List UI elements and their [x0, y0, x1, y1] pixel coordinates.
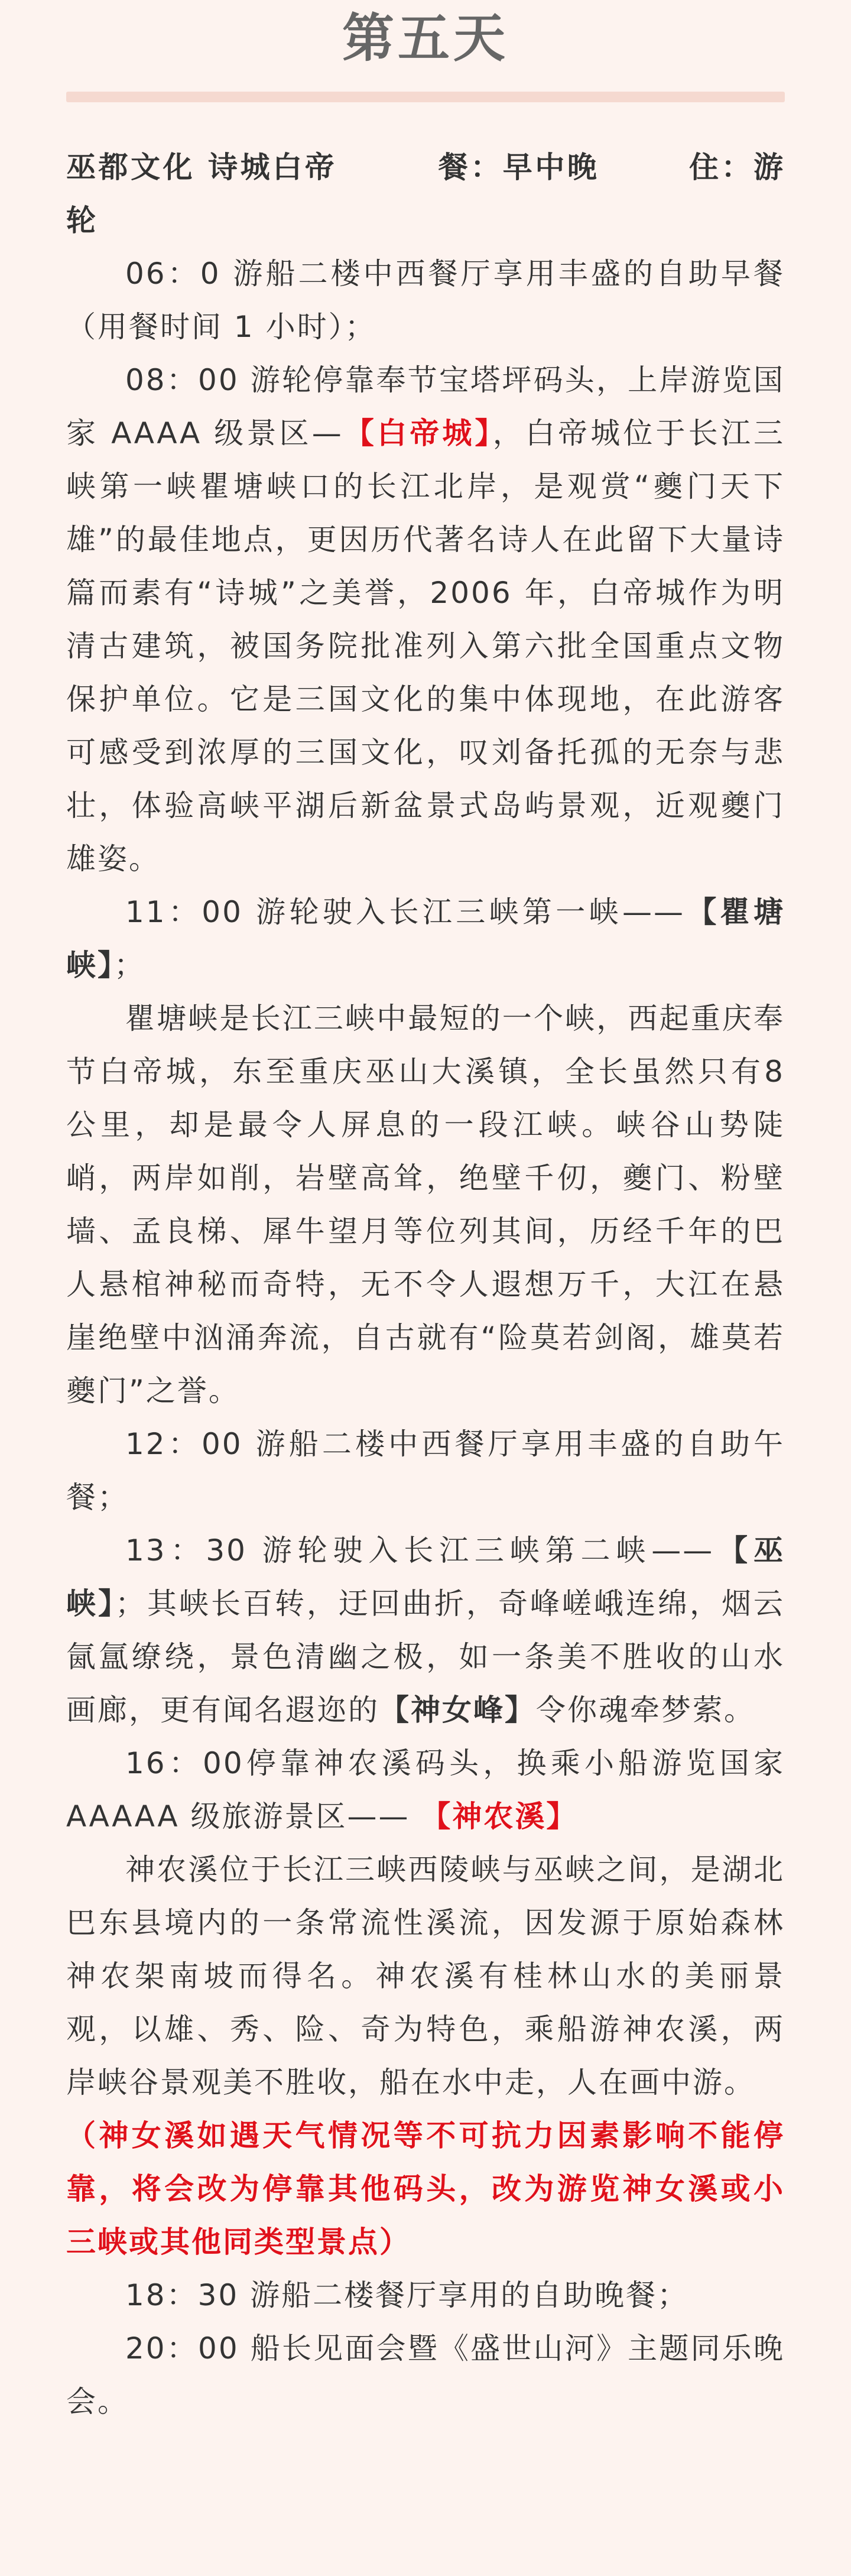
wu-text-c: 令你魂牵梦萦。	[536, 1693, 755, 1727]
itinerary-content	[66, 141, 785, 2428]
shennong-stream-highlight: 【神农溪】	[421, 1799, 578, 1834]
paragraph-wu-gorge	[66, 1524, 785, 1737]
shennong-text-a: 16：00停靠神农溪码头，换乘小船游览国家 AAAAA 级旅游景区——	[66, 1746, 785, 1834]
paragraph-baidi-city	[66, 353, 785, 885]
paragraph-qutang-description: 瞿塘峡是长江三峡中最短的一个峡，西起重庆奉节白帝城，东至重庆巫山大溪镇，全长虽然只有8 公里，却是最令人屏息的一段江峡。峡谷山势陡峭，两岸如削，岩壁高耸，绝壁千仞，夔门、粉壁墙、孟良梯、犀牛望月等位列其间，历经千年的巴人悬棺神秘而奇特，无不令人遐想万千，大江在悬崖绝壁中汹涌奔流，自古就有“险莫若剑阁，雄莫若夔门”之誉。	[66, 1001, 785, 1408]
paragraph-evening-show: 20：00 船长见面会暨《盛世山河》主题同乐晚会。	[66, 2331, 785, 2419]
lodging-info: 住：游轮	[66, 150, 785, 238]
paragraph-dinner: 18：30 游船二楼餐厅享用的自助晚餐；	[125, 2278, 689, 2312]
weather-notice: （神女溪如遇天气情况等不可抗力因素影响不能停靠，将会改为停靠其他码头，改为游览神女溪或小三峡或其他同类型景点）	[66, 2118, 785, 2259]
day-header	[66, 141, 785, 247]
qutang-text-b: ；	[114, 948, 145, 982]
baidi-text-a: 08：00 游轮停靠奉节宝塔坪码头，上岸游览国家 AAAA 级景区—	[66, 363, 785, 450]
goddess-peak-highlight: 【神女峰】	[379, 1693, 536, 1727]
itinerary-card	[34, 0, 817, 2576]
day-title: 第五天	[342, 8, 509, 69]
qutang-text-a: 11：00 游轮驶入长江三峡第一峡——	[125, 895, 685, 929]
title-divider	[66, 92, 785, 102]
meals-info: 餐：早中晚	[437, 150, 600, 184]
route-name: 巫都文化 诗城白帝	[66, 150, 337, 184]
wu-text-b: ；其峡长百转，迂回曲折，奇峰嵯峨连绵，烟云氤氲缭绕，景色清幽之极，如一条美不胜收的山水画廊，更有闻名遐迩的	[66, 1587, 785, 1727]
paragraph-breakfast: 06：0 游船二楼中西餐厅享用丰盛的自助早餐（用餐时间 1 小时）；	[66, 257, 785, 344]
qutang-gorge-highlight: 【瞿塘峡】	[66, 895, 785, 982]
baidi-text-b: ，白帝城位于长江三峡第一峡瞿塘峡口的长江北岸，是观赏“夔门天下雄”的最佳地点，更因历代著名诗人在此留下大量诗篇而素有“诗城”之美誉，2006 年，白帝城作为明清古建筑，被国务院批准列入第六批全国重点文物 保护单位。它是三国文化的集中体现地，在此游客可感受到浓厚的三国文化，叹刘备托孤的无奈与悲壮，体验高峡平湖后新盆景式岛屿景观，近观夔门雄姿。	[66, 416, 785, 876]
paragraph-shennong-description: 神农溪位于长江三峡西陵峡与巫峡之间，是湖北巴东县境内的一条常流性溪流，因发源于原始森林神农架南坡而得名。神农溪有桂林山水的美丽景观，以雄、秀、险、奇为特色，乘船游神农溪，两岸峡谷景观美不胜收，船在水中走，人在画中游。	[66, 1852, 785, 2100]
paragraph-qutang-gorge	[66, 885, 785, 992]
wu-gorge-highlight: 【巫峡】	[66, 1533, 785, 1621]
baidi-city-highlight: 【白帝城】	[343, 416, 493, 450]
paragraph-shennong-stream	[66, 1737, 785, 1843]
paragraph-lunch: 12：00 游船二楼中西餐厅享用丰盛的自助午餐；	[66, 1427, 785, 1514]
wu-text-a: 13：30 游轮驶入长江三峡第二峡——	[125, 1533, 714, 1568]
